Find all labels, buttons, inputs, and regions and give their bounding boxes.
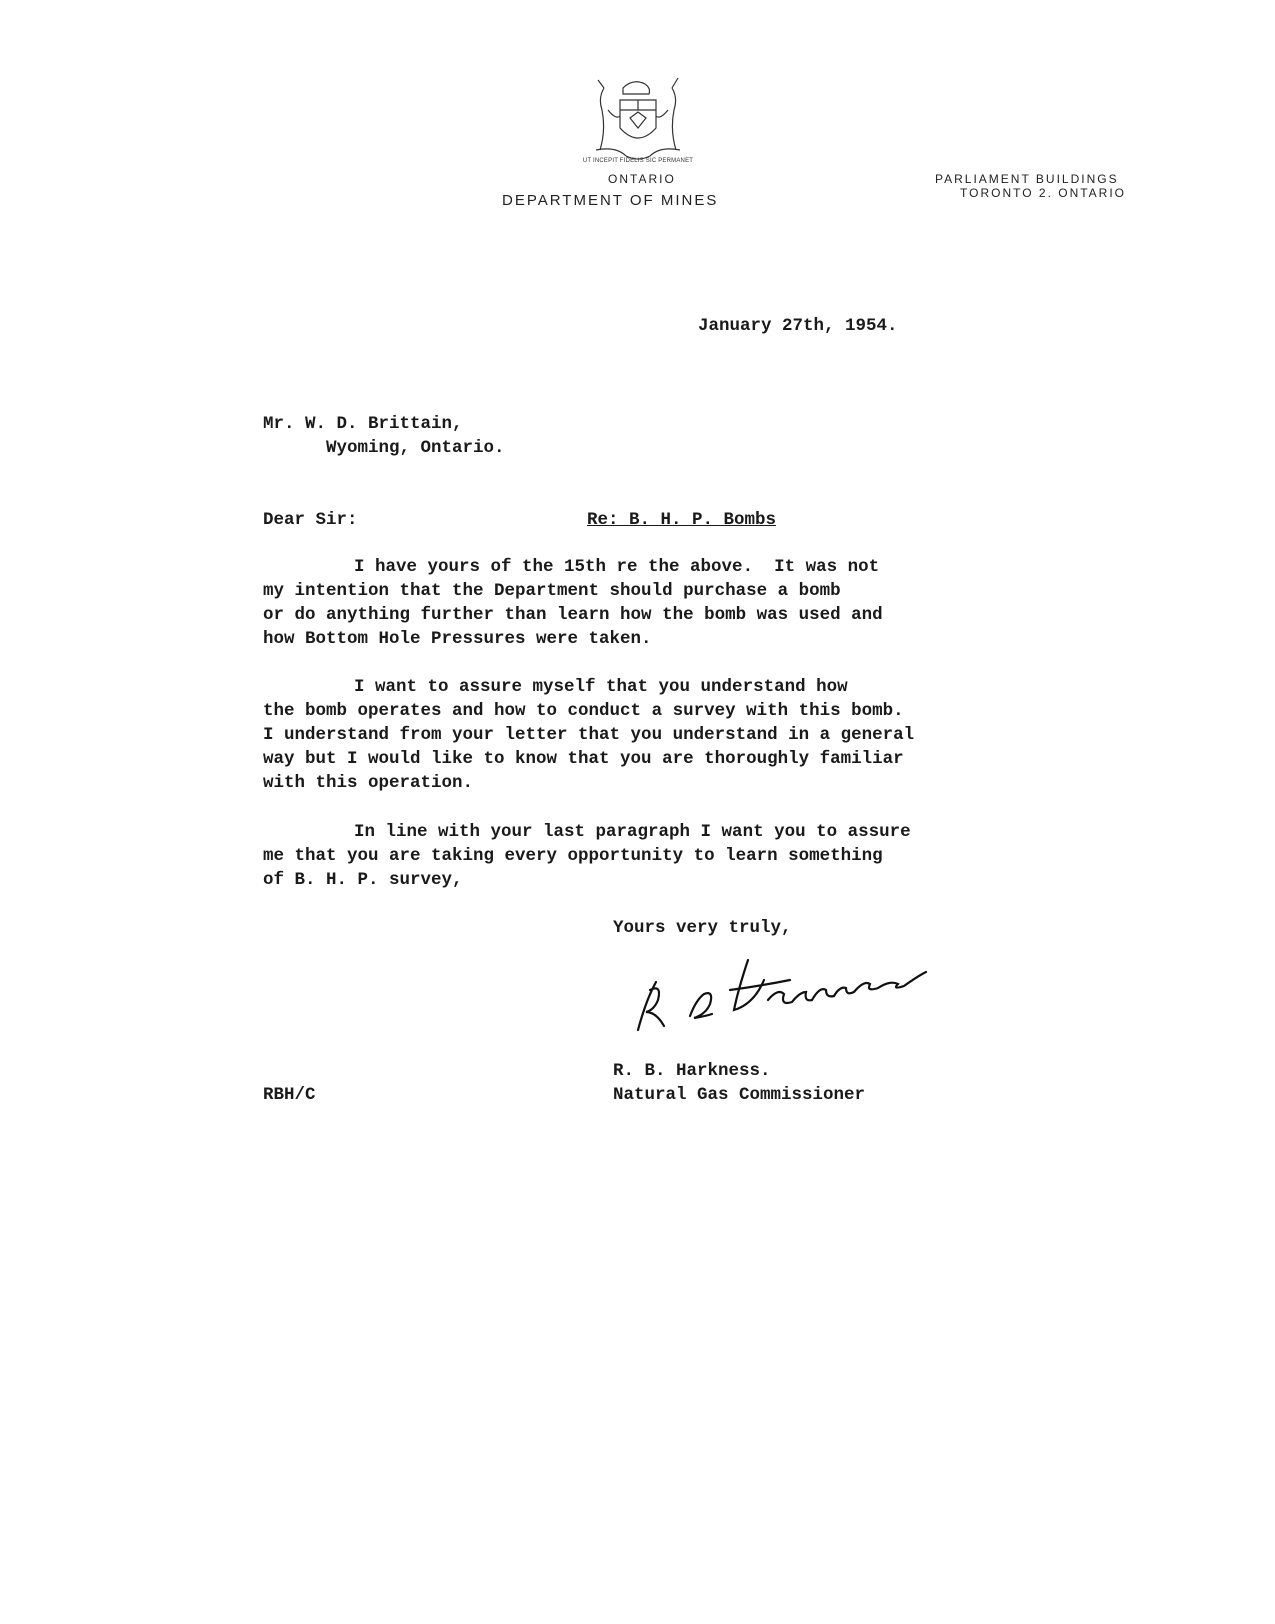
- paragraph-line: I want to assure myself that you understand how: [354, 677, 848, 697]
- subject-line: Re: B. H. P. Bombs: [587, 510, 777, 530]
- letter-date: January 27th, 1954.: [698, 316, 898, 336]
- paragraph-line: I understand from your letter that you understand in a general: [263, 725, 915, 745]
- letterhead-address-line2: TORONTO 2. ONTARIO: [960, 186, 1127, 200]
- letterhead-department: DEPARTMENT OF MINES: [502, 192, 719, 209]
- recipient-name: Mr. W. D. Brittain,: [263, 414, 463, 434]
- paragraph-line: with this operation.: [263, 773, 474, 793]
- signer-name: R. B. Harkness.: [613, 1061, 771, 1081]
- salutation: Dear Sir:: [263, 510, 358, 530]
- recipient-location: Wyoming, Ontario.: [326, 438, 505, 458]
- paragraph-line: of B. H. P. survey,: [263, 870, 463, 890]
- signer-title: Natural Gas Commissioner: [613, 1085, 866, 1105]
- reference-initials: RBH/C: [263, 1085, 316, 1105]
- paragraph-line: the bomb operates and how to conduct a survey with this bomb.: [263, 701, 904, 721]
- crest-motto: UT INCEPIT FIDELIS SIC PERMANET: [582, 158, 694, 164]
- ontario-coat-of-arms-logo: [578, 70, 698, 170]
- letterhead-province: ONTARIO: [608, 172, 676, 186]
- paragraph-line: In line with your last paragraph I want you to assure: [354, 822, 911, 842]
- handwritten-signature: [628, 950, 998, 1040]
- paragraph-line: way but I would like to know that you are thoroughly familiar: [263, 749, 904, 769]
- letterhead-address-line1: PARLIAMENT BUILDINGS: [935, 172, 1119, 186]
- paragraph-line: how Bottom Hole Pressures were taken.: [263, 629, 652, 649]
- paragraph-line: me that you are taking every opportunity to learn something: [263, 846, 883, 866]
- paragraph-line: or do anything further than learn how the bomb was used and: [263, 605, 883, 625]
- paragraph-line: I have yours of the 15th re the above. It was not: [354, 557, 880, 577]
- closing: Yours very truly,: [613, 918, 792, 938]
- paragraph-line: my intention that the Department should purchase a bomb: [263, 581, 841, 601]
